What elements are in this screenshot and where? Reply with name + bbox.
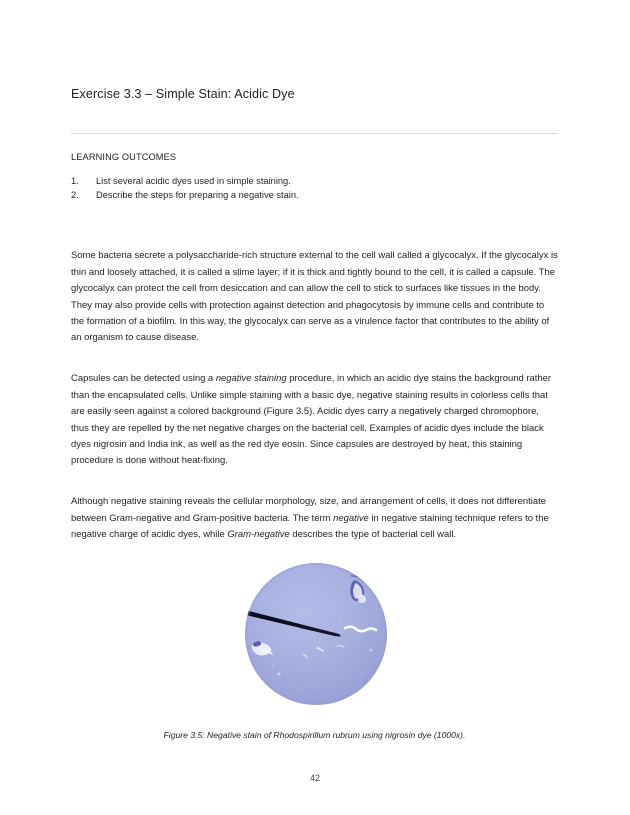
- learning-outcomes-list: [71, 174, 541, 202]
- list-item-number: 2.: [71, 190, 79, 201]
- paragraph-2-emphasis-negative-staining: negative staining: [215, 373, 287, 385]
- body-paragraph-2: [71, 371, 558, 469]
- micrograph-container: [243, 562, 389, 708]
- list-item-number: 1.: [71, 176, 79, 186]
- list-item-label: List several acidic dyes used in simple staining.: [96, 176, 291, 186]
- paragraph-2-text-b: procedure, in which an acidic dye stains the background rather than the encapsulated cells. Unlike simple staining with a basic dye, negative staining results in colorless cells that are easily seen against a colored background (Figure 3.5). Acidic dyes carry a negatively charged chromophore, thus they are repelled by the net negative charges on the bacterial cell. Examples of acidic dyes include the black dyes nigrosin and India ink, as well as the red dye eosin. Since capsules are destroyed by heat, this staining procedure is done without heat-fixing.: [71, 373, 552, 467]
- page-number: 42: [310, 773, 320, 783]
- learning-outcomes-heading: LEARNING OUTCOMES: [71, 152, 177, 162]
- paragraph-3-text-b: in negative staining technique refers to the negative charge of acidic dyes, while: [71, 512, 549, 541]
- paragraph-3-emphasis-gram-negative: Gram-negative: [227, 529, 290, 541]
- paragraph-2-text-a: Capsules can be detected using a: [71, 373, 216, 385]
- title-divider: [71, 133, 558, 134]
- body-paragraph-1: Some bacteria secrete a polysaccharide-rich structure external to the cell wall called a glycocalyx. If the glycocalyx is thin and loosely attached, it is called a slime layer; if it is thick and tightly bound to the cell, it is called a capsule. The glycocalyx can protect the cell from desiccation and can allow the cell to stick to surfaces like tissues in the body. They may also provide cells with protection against detection and phagocytosis by immune cells and contribute to the formation of a biofilm. In this way, the glycocalyx can serve as a virulence factor that contributes to the ability of an organism to cause disease.: [71, 250, 558, 344]
- body-paragraph-3: [71, 494, 558, 543]
- page-title: Exercise 3.3 – Simple Stain: Acidic Dye: [71, 87, 295, 101]
- figure-caption: Figure 3.5: Negative stain of Rhodospirillum rubrum using nigrosin dye (1000x).: [163, 730, 466, 740]
- paragraph-3-text-c: describes the type of bacterial cell wall.: [289, 529, 457, 541]
- paragraph-3-text-a: Although negative staining reveals the cellular morphology, size, and arrangement of cells, it does not differentiate between Gram-negative and Gram-positive bacteria. The term: [71, 496, 546, 524]
- paragraph-3-emphasis-negative: negative: [333, 512, 369, 524]
- list-item: [71, 174, 541, 188]
- micrograph-image: [243, 562, 389, 708]
- list-item-label: Describe the steps for preparing a negative stain.: [96, 190, 299, 201]
- list-item: [71, 188, 541, 202]
